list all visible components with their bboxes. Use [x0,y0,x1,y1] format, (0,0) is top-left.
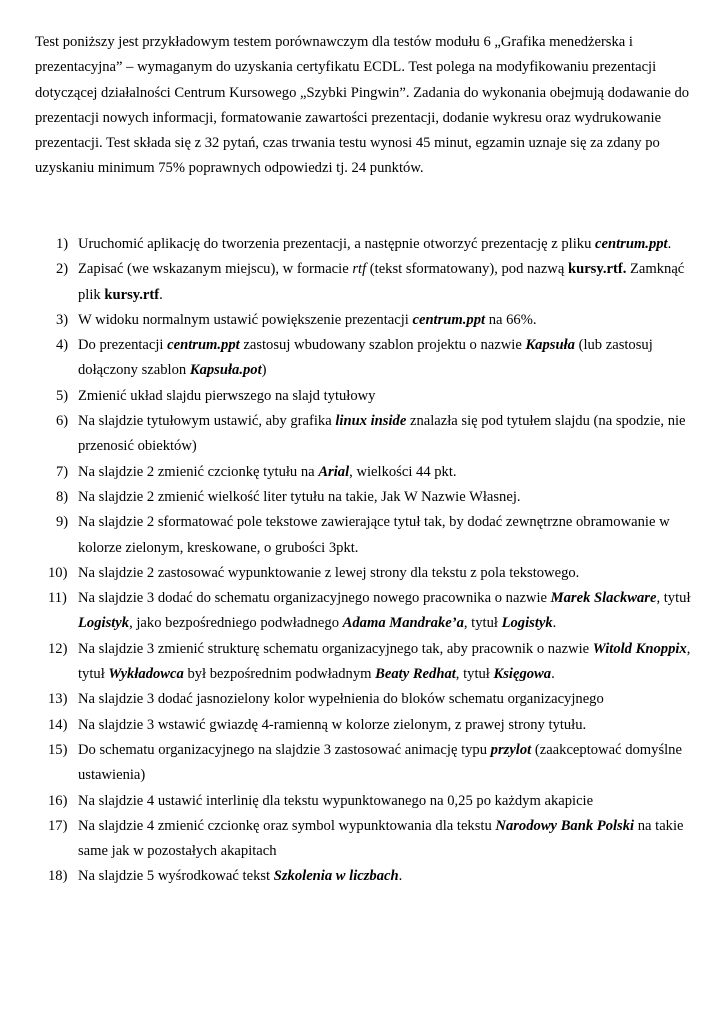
item-text: , tytuł [463,615,502,632]
filename-text: kursy.rtf. [567,261,627,278]
filename-text: centrum.ppt [595,236,668,252]
item-text: , tytuł [78,640,691,683]
item-text: Na slajdzie 2 zmienić wielkość liter tytułu na takie, Jak W Nazwie Własnej. [78,488,521,505]
item-text: Na slajdzie 2 zmienić czcionkę tytułu na [78,463,319,480]
item-text: (tekst sformatowany), pod nazwą [366,261,568,278]
list-item [0,384,693,409]
item-text: Na slajdzie tytułowym ustawić, aby grafika [78,413,336,430]
item-text: Na slajdzie 3 dodać jasnozielony kolor wypełnienia do bloków schematu organizacyjnego [78,691,604,708]
item-text: , tytuł [455,666,494,683]
item-number: 2) [56,261,69,278]
list-item [0,257,693,308]
list-item [0,864,693,889]
item-text: Do schematu organizacyjnego na slajdzie 3 zastosować animację typu [78,741,491,758]
item-number: 7) [56,463,69,480]
item-text: (zaakceptować domyślne ustawienia) [78,741,682,784]
item-text: znalazła się pod tytułem slajdu (na spodzie, nie przenosić obiektów) [78,413,686,455]
item-text: Zamknąć plik [78,261,685,303]
animation-name-text: przylot [490,741,532,758]
item-text: , tytuł [656,590,691,607]
item-text: . [552,615,557,632]
item-text: Na slajdzie 4 zmienić czcionkę oraz symbol wypunktowania dla tekstu [78,817,496,834]
item-text: był bezpośrednim podwładnym [183,666,376,683]
item-text: W widoku normalnym ustawić powiększenie prezentacji [78,311,413,328]
item-number: 18) [48,868,68,885]
item-text: Uruchomić aplikację do tworzenia prezentacji, a następnie otworzyć prezentację z pliku [78,236,596,252]
item-text: (lub zastosuj dołączony szablon [78,337,653,379]
list-item [0,333,693,384]
list-item [0,789,693,814]
item-text: , wielkości 44 pkt. [349,463,457,480]
item-number: 16) [48,792,68,809]
list-item [0,637,693,688]
list-item [0,485,693,510]
font-name-text: Arial [318,463,350,480]
person-name-text: Beaty Redhat [375,666,456,683]
list-item [0,713,693,738]
item-text: ) [261,362,267,379]
filename-text: centrum.ppt [167,337,240,354]
item-number: 1) [56,236,69,252]
item-text: Zapisać (we wskazanym miejscu), w formacie [78,261,353,278]
item-text: Na slajdzie 3 dodać do schematu organizacyjnego nowego pracownika o nazwie [78,590,551,607]
list-item [0,814,693,865]
item-text: , jako bezpośredniego podwładnego [129,615,343,632]
job-title-text: Logistyk [78,615,130,632]
intro-paragraph: Test poniższy jest przykładowym testem porównawczym dla testów modułu 6 „Grafika menedżerska i prezentacyjna” – wymaganym do uzyskania certyfikatu ECDL. Test polega na modyfikowaniu prezentacji dotyczącej działalności Centrum Kursowego „Szybki Pingwin”. Zadania do wykonania obejmują dodawanie do prezentacji nowych informacji, formatowanie zawartości prezentacji, dodanie wykresu oraz wydrukowanie prezentacji. Test składa się z 32 pytań, czas trwania testu wynosi 45 minut, egzamin uznaje się za zdany po uzyskaniu minimum 75% poprawnych odpowiedzi tj. 24 punktów. [35,34,690,177]
filename-text: centrum.ppt [412,311,486,328]
item-number: 4) [56,337,69,354]
template-name-text: Kapsuła [525,337,575,354]
item-number: 17) [48,817,68,834]
item-text: Na slajdzie 5 wyśrodkować tekst [78,868,274,885]
list-item [0,409,693,460]
item-text: Zmienić układ slajdu pierwszego na slajd tytułowy [78,387,376,404]
list-item [0,586,693,637]
item-number: 8) [56,488,69,505]
job-title-text: Logistyk [501,615,553,632]
filename-text: kursy.rtf [104,286,160,303]
list-item [0,561,693,586]
item-text: . [551,666,555,683]
quoted-text: Narodowy Bank Polski [495,817,635,834]
item-text: Na slajdzie 3 zmienić strukturę schematu organizacyjnego tak, aby pracownik o nazwie [78,640,593,657]
item-text: Na slajdzie 2 zastosować wypunktowanie z lewej strony dla tekstu z pola tekstowego. [78,564,580,581]
quoted-text: Szkolenia w liczbach [273,868,399,885]
format-text: rtf [352,261,367,278]
filename-text: Kapsuła.pot [189,362,262,379]
item-text: Na slajdzie 2 sformatować pole tekstowe zawierające tytuł tak, by dodać zewnętrzne obramowanie w kolorze zielonym, kreskowane, o grubości 3pkt. [78,514,670,556]
item-number: 15) [48,741,68,758]
job-title-text: Wykładowca [108,666,184,683]
item-number: 11) [48,590,67,607]
list-item [0,687,693,712]
item-text: . [667,236,672,252]
list-item [0,738,693,789]
list-item [0,308,693,333]
job-title-text: Księgowa [493,666,552,683]
item-number: 6) [56,413,69,430]
item-number: 5) [56,387,69,404]
item-text: Do prezentacji [78,337,168,354]
item-text: Na slajdzie 3 wstawić gwiazdę 4-ramienną w kolorze zielonym, z prawej strony tytułu. [78,716,587,733]
item-text: zastosuj wbudowany szablon projektu o nazwie [239,337,526,354]
item-number: 12) [48,640,68,657]
person-name-text: Witold Knoppix [592,640,687,657]
list-item [0,232,693,257]
task-list [0,232,724,890]
person-name-text: Marek Slackware [550,590,657,607]
person-name-text: Adama Mandrake’a [342,615,464,632]
graphic-name-text: linux inside [335,413,407,430]
item-number: 10) [48,564,68,581]
item-text: na takie same jak w pozostałych akapitach [78,817,684,860]
item-text: . [398,868,403,885]
list-item [0,460,693,485]
item-number: 13) [48,691,68,708]
list-item [0,510,693,561]
item-text: . [159,286,163,303]
item-number: 3) [56,311,69,328]
item-number: 14) [48,716,68,733]
item-text: Na slajdzie 4 ustawić interlinię dla tekstu wypunktowanego na 0,25 po każdym akapicie [78,792,594,809]
item-number: 9) [56,514,69,531]
item-text: na 66%. [485,311,537,328]
